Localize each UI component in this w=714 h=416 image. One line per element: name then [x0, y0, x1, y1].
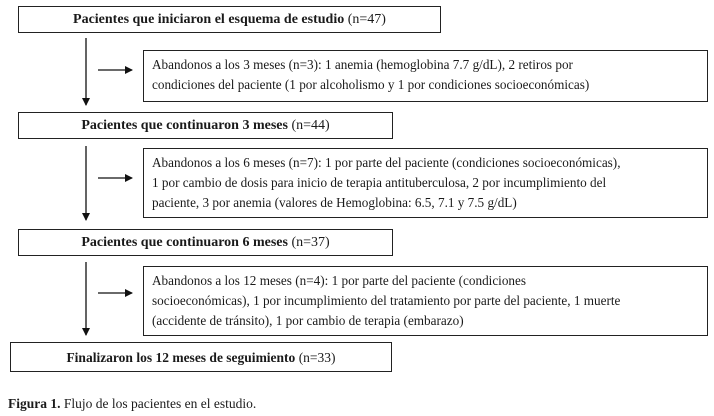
stage-count: (n=33)	[298, 350, 336, 365]
dropout-line: paciente, 3 por anemia (valores de Hemoglobina: 6.5, 7.1 y 7.5 g/dL)	[152, 195, 517, 210]
stage-count: (n=37)	[291, 235, 330, 250]
stage-label: Pacientes que continuaron 3 meses	[81, 118, 288, 133]
stage-label: Pacientes que continuaron 6 meses	[81, 235, 288, 250]
stage-count: (n=47)	[347, 12, 386, 27]
stage-count: (n=44)	[291, 118, 330, 133]
dropout-line: Abandonos a los 3 meses (n=3): 1 anemia (hemoglobina 7.7 g/dL), 2 retiros por	[152, 57, 573, 72]
dropout-line: 1 por cambio de dosis para inicio de terapia antituberculosa, 2 por incumplimiento del	[152, 175, 607, 190]
dropout-line: condiciones del paciente (1 por alcoholismo y 1 por condiciones socioeconómicas)	[152, 77, 590, 92]
stage-label: Pacientes que iniciaron el esquema de estudio	[73, 12, 345, 27]
dropout-line: Abandonos a los 6 meses (n=7): 1 por parte del paciente (condiciones socioeconómicas),	[152, 155, 621, 170]
caption-label: Figura 1.	[8, 396, 61, 411]
figure-caption	[8, 396, 256, 412]
stage-label: Finalizaron los 12 meses de seguimiento	[66, 350, 296, 365]
dropout-line: Abandonos a los 12 meses (n=4): 1 por parte del paciente (condiciones	[152, 273, 527, 288]
dropout-line: socioeconómicas), 1 por incumplimiento del tratamiento por parte del paciente, 1 muerte	[152, 293, 621, 308]
caption-text: Flujo de los pacientes en el estudio.	[63, 396, 257, 411]
dropout-line: (accidente de tránsito), 1 por cambio de terapia (embarazo)	[152, 313, 464, 328]
